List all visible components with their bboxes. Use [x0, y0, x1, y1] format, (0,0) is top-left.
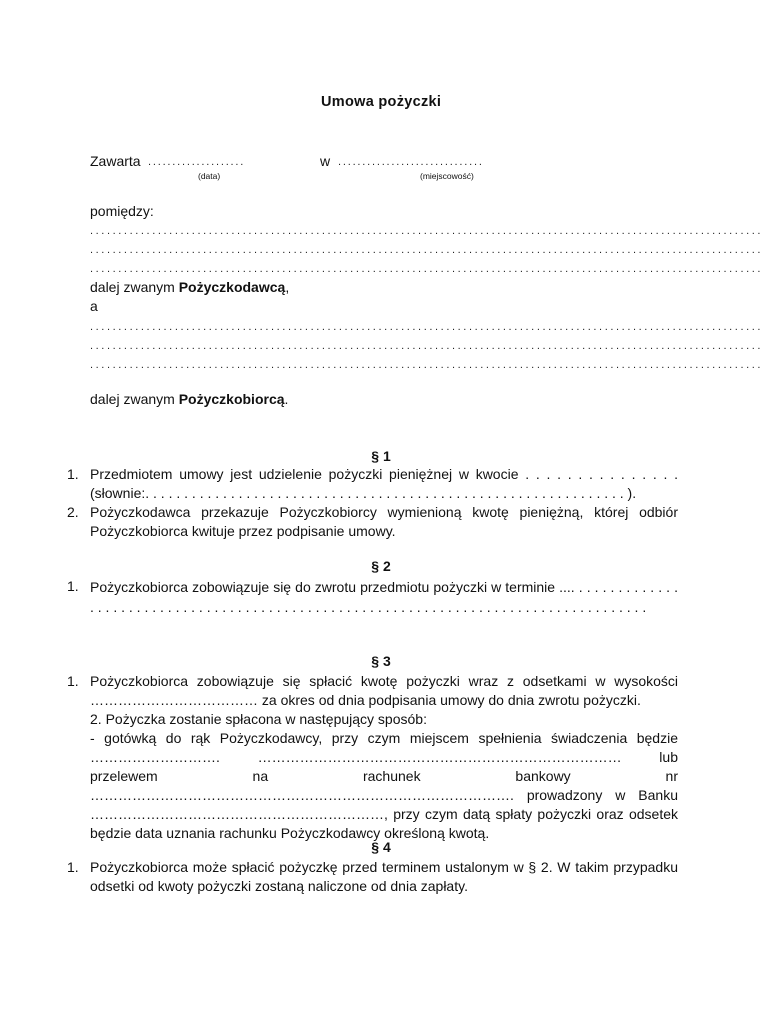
- place-caption: (miejscowość): [420, 171, 474, 181]
- item-number: 1.: [67, 673, 79, 689]
- section-2-item-1: Pożyczkobiorca zobowiązuje się do zwrotu przedmiotu pożyczki w terminie ...​. . . . . . . . . . . . . . . . . . . . . . . . . . . . . . . . . . . . . . . . . . . . . . . . . . . . . . . . . . . . . . . . . . . . . . . . . . . . . . . . . . . . . .: [90, 579, 678, 615]
- dot-line: .......................................................................................................................: [90, 359, 764, 371]
- lender-prefix: dalej zwanym: [90, 279, 179, 295]
- document-title: Umowa pożyczki: [321, 94, 442, 110]
- section-3-item-2: 2. Pożyczka zostanie spłacona w następujący sposób:: [90, 711, 427, 727]
- lender-line: [90, 278, 289, 296]
- between-label: pomiędzy:: [90, 203, 154, 219]
- item-number: 1.: [67, 578, 79, 594]
- section-1-item-2: Pożyczkodawca przekazuje Pożyczkobiorcy wymienioną kwotę pieniężną, której odbiór Pożyczkobiorca kwituje przez podpisanie umowy.: [90, 504, 678, 539]
- item-number: 2.: [67, 504, 79, 520]
- dot-line: .......................................................................................................................: [90, 263, 764, 275]
- dot-line: .......................................................................................................................: [90, 321, 764, 333]
- item-number: 1.: [67, 859, 79, 875]
- borrower-line: [90, 390, 288, 408]
- zawarta-label: Zawarta: [90, 153, 141, 169]
- dot-line: .......................................................................................................................: [90, 340, 764, 352]
- borrower-name: Pożyczkobiorcą: [178, 391, 285, 407]
- dot-line: .......................................................................................................................: [90, 244, 764, 256]
- section-3-heading: § 3: [371, 653, 391, 669]
- section-1-heading: § 1: [371, 448, 391, 464]
- date-dots: ....................: [148, 156, 246, 168]
- borrower-prefix: dalej zwanym: [90, 391, 179, 407]
- section-3-item-2-body: - gotówką do rąk Pożyczkodawcy, przy czym miejscem spełnienia świadczenia będzie ………………………. …………………………………………………………………… lub przelewem na rachunek bankowy nr ………………………………………………………………………………. prowadzony w Banku ………………………………………………………, przy czym datą spłaty pożyczki oraz odsetek będzie data uznania rachunku Pożyczkodawcy określoną kwotą.: [90, 730, 678, 841]
- section-4-heading: § 4: [371, 839, 391, 855]
- w-label: w: [320, 153, 331, 169]
- and-label: a: [90, 298, 98, 314]
- lender-name: Pożyczkodawcą: [178, 279, 286, 295]
- borrower-suffix: .: [284, 391, 289, 407]
- section-3-item-1: Pożyczkobiorca zobowiązuje się spłacić kwotę pożyczki wraz z odsetkami w wysokości ……………………………… za okres od dnia podpisania umowy do dnia zwrotu pożyczki.: [90, 673, 678, 708]
- lender-suffix: ,: [285, 279, 290, 295]
- date-caption: (data): [198, 171, 221, 181]
- section-4-item-1: Pożyczkobiorca może spłacić pożyczkę przed terminem ustalonym w § 2. W takim przypadku odsetki od kwoty pożyczki zostaną naliczone od dnia zapłaty.: [90, 859, 678, 894]
- section-2-heading: § 2: [371, 558, 391, 574]
- section-1-item-1: Przedmiotem umowy jest udzielenie pożyczki pieniężnej w kwocie . . . . . . . . . . . . . . . (słownie:. . . . . . . . . . . . . . . . . . . . . . . . . . . . . . . . . . . . . . . . . . . . . . . . . . . . . . . . . . . . . . ).: [90, 466, 678, 501]
- item-number: 1.: [67, 466, 79, 482]
- dot-line: .......................................................................................................................: [90, 225, 764, 237]
- place-dots: ..............................: [338, 156, 484, 168]
